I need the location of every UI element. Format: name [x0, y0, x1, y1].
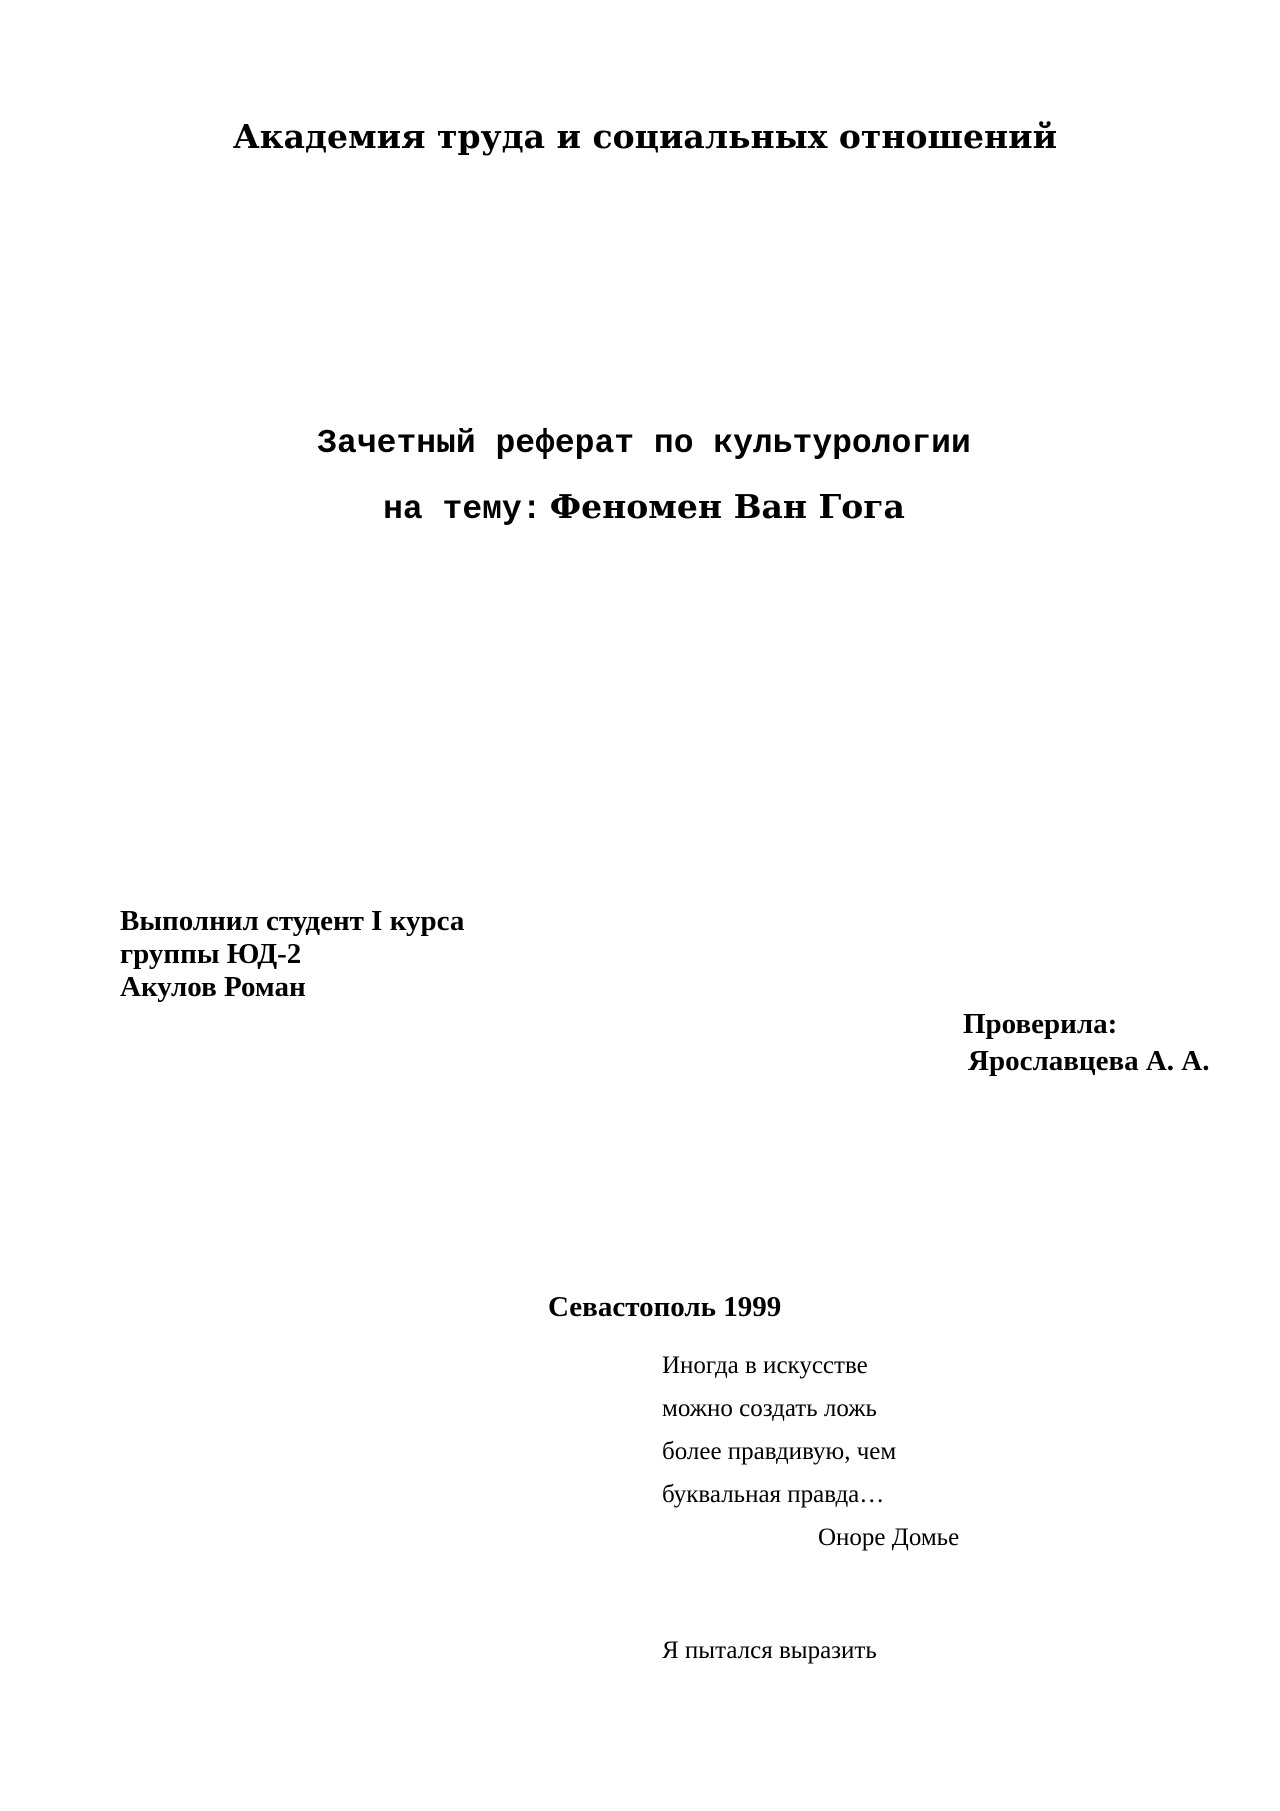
reviewer-label: Проверила:	[963, 1008, 1118, 1040]
epigraph-author: Оноре Домье	[818, 1524, 960, 1551]
epigraph-line: буквальная правда…	[662, 1481, 885, 1508]
student-info	[120, 905, 464, 1004]
city-year: Севастополь 1999	[548, 1291, 782, 1323]
epigraph	[662, 1344, 959, 1559]
second-epigraph	[662, 1629, 877, 1672]
essay-topic-heading	[0, 487, 1280, 530]
essay-type-heading: Зачетный реферат по культурологии	[317, 425, 971, 462]
epigraph-line: можно создать ложь	[662, 1395, 877, 1422]
student-course-line: Выполнил студент I курса	[120, 905, 465, 937]
epigraph-line: Иногда в искусстве	[662, 1352, 868, 1379]
topic-title: Феномен Ван Гога	[549, 487, 905, 526]
topic-prefix: на тему:	[383, 491, 542, 528]
student-name-line: Акулов Роман	[120, 971, 306, 1003]
institution-title: Академия труда и социальных отношений	[232, 117, 1058, 156]
student-group-line: группы ЮД-2	[120, 938, 302, 970]
reviewer-info	[963, 1006, 1210, 1080]
reviewer-name: Ярославцева А. А.	[968, 1045, 1210, 1077]
epigraph-line: более правдивую, чем	[662, 1438, 897, 1465]
second-epigraph-line: Я пытался выразить	[662, 1637, 877, 1664]
